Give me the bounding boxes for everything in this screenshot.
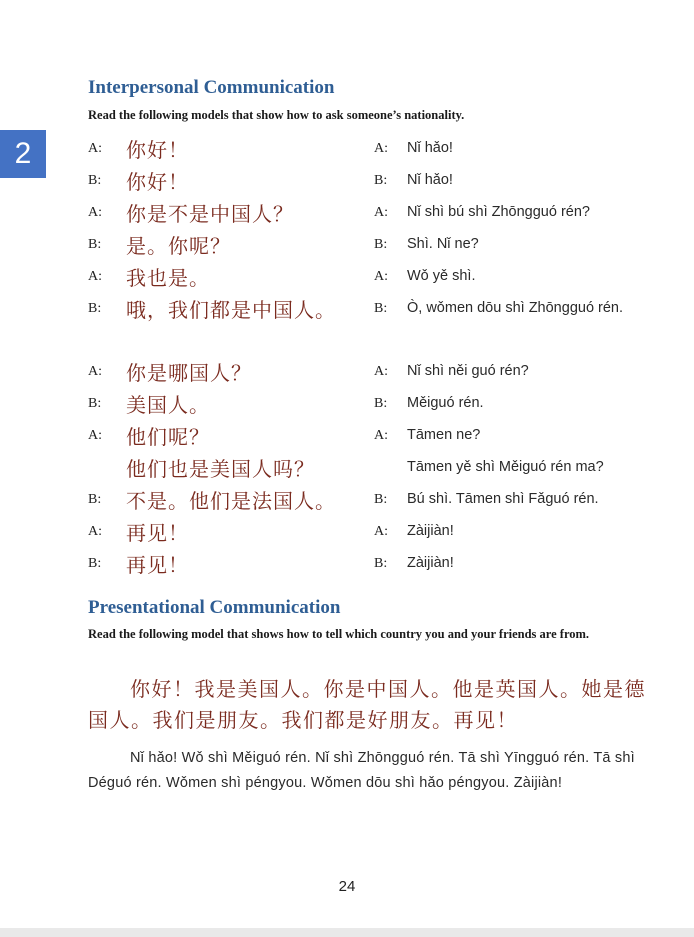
dialog-line bbox=[0, 485, 694, 517]
speaker-label-pinyin: B: bbox=[374, 301, 388, 316]
pinyin-line: Nǐ hǎo! bbox=[407, 172, 453, 188]
speaker-label: B: bbox=[88, 492, 102, 507]
chinese-line: 你是不是中国人？ bbox=[126, 202, 294, 226]
chinese-line: 再见！ bbox=[126, 521, 189, 545]
dialog-line bbox=[0, 453, 694, 485]
dialog-line bbox=[0, 549, 694, 581]
presentational-instruction: Read the following model that shows how to tell which country you and your friends are from. bbox=[88, 627, 590, 641]
speaker-label: A: bbox=[88, 141, 102, 156]
speaker-label-pinyin: B: bbox=[374, 237, 388, 252]
chinese-line: 美国人。 bbox=[126, 393, 210, 417]
chinese-line: 你是哪国人？ bbox=[126, 361, 252, 385]
pinyin-line: Zàijiàn! bbox=[407, 523, 454, 539]
dialog-line bbox=[0, 198, 694, 230]
speaker-label-pinyin: A: bbox=[374, 524, 388, 539]
chinese-line: 你好！ bbox=[126, 138, 189, 162]
speaker-label: A: bbox=[88, 364, 102, 379]
speaker-label: B: bbox=[88, 173, 102, 188]
pinyin-line: Nǐ shì něi guó rén? bbox=[407, 363, 529, 379]
pinyin-line: Nǐ shì bú shì Zhōngguó rén? bbox=[407, 204, 590, 220]
presentational-paragraph-chinese: 你好！我是美国人。你是中国人。他是英国人。她是德国人。我们是朋友。我们都是好朋友。再见！ bbox=[88, 677, 646, 732]
speaker-label: B: bbox=[88, 301, 102, 316]
speaker-label-pinyin: A: bbox=[374, 428, 388, 443]
dialog-line bbox=[0, 294, 694, 326]
interpersonal-title: Interpersonal Communication bbox=[88, 77, 335, 98]
bottom-rule bbox=[0, 928, 694, 937]
speaker-label-pinyin: B: bbox=[374, 556, 388, 571]
page-number: 24 bbox=[338, 878, 356, 895]
pinyin-line: Tāmen ne? bbox=[407, 427, 481, 443]
chinese-line: 是。你呢？ bbox=[126, 234, 231, 258]
pinyin-line: Bú shì. Tāmen shì Fǎguó rén. bbox=[407, 491, 599, 507]
speaker-label: A: bbox=[88, 428, 102, 443]
dialog-line bbox=[0, 421, 694, 453]
pinyin-line: Nǐ hǎo! bbox=[407, 140, 453, 156]
dialog-line bbox=[0, 357, 694, 389]
speaker-label: B: bbox=[88, 237, 102, 252]
speaker-label: A: bbox=[88, 205, 102, 220]
pinyin-line: Ò, wǒmen dōu shì Zhōngguó rén. bbox=[407, 300, 624, 316]
speaker-label-pinyin: A: bbox=[374, 364, 388, 379]
speaker-label: B: bbox=[88, 556, 102, 571]
dialog-line bbox=[0, 230, 694, 262]
speaker-label-pinyin: A: bbox=[374, 205, 388, 220]
dialog-line bbox=[0, 166, 694, 198]
pinyin-line: Shì. Nǐ ne? bbox=[407, 236, 479, 252]
dialog-line bbox=[0, 389, 694, 421]
chinese-line: 你好！ bbox=[126, 170, 189, 194]
chinese-line: 再见！ bbox=[126, 553, 189, 577]
speaker-label-pinyin: A: bbox=[374, 269, 388, 284]
dialog-line bbox=[0, 517, 694, 549]
speaker-label-pinyin: B: bbox=[374, 173, 388, 188]
speaker-label-pinyin: B: bbox=[374, 492, 388, 507]
chinese-line: 他们也是美国人吗？ bbox=[126, 457, 315, 481]
chinese-line: 他们呢？ bbox=[126, 425, 210, 449]
speaker-label-pinyin: A: bbox=[374, 141, 388, 156]
pinyin-line: Měiguó rén. bbox=[407, 395, 484, 411]
pinyin-line: Tāmen yě shì Měiguó rén ma? bbox=[407, 459, 604, 475]
dialog-line bbox=[0, 262, 694, 294]
dialog-line bbox=[0, 134, 694, 166]
chapter-tab: 2 bbox=[0, 130, 46, 178]
pinyin-line: Zàijiàn! bbox=[407, 555, 454, 571]
chinese-line: 不是。他们是法国人。 bbox=[126, 489, 336, 513]
pinyin-line: Wǒ yě shì. bbox=[407, 268, 476, 284]
chinese-line: 哦，我们都是中国人。 bbox=[126, 298, 336, 322]
speaker-label: B: bbox=[88, 396, 102, 411]
speaker-label: A: bbox=[88, 269, 102, 284]
chinese-line: 我也是。 bbox=[126, 266, 210, 290]
speaker-label-pinyin: B: bbox=[374, 396, 388, 411]
presentational-title: Presentational Communication bbox=[88, 597, 341, 618]
speaker-label: A: bbox=[88, 524, 102, 539]
presentational-paragraph-pinyin: Nǐ hǎo! Wǒ shì Měiguó rén. Nǐ shì Zhōngguó rén. Tā shì Yīngguó rén. Tā shì Déguó rén. Wǒmen shì péngyou. Wǒmen dōu shì hǎo péngyou. Zàijiàn! bbox=[88, 750, 635, 791]
interpersonal-instruction: Read the following models that show how to ask someone’s nationality. bbox=[88, 108, 465, 122]
